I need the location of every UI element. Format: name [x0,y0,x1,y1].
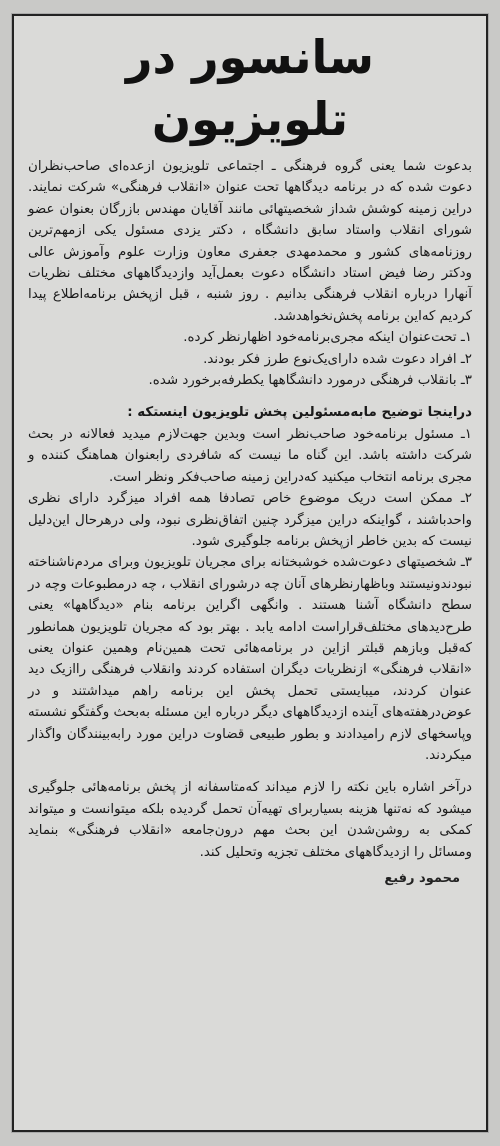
intro-paragraph: بدعوت شما یعنی گروه فرهنگی ـ اجتماعی تلویزیون ازعده‌ای صاحب‌نظران دعوت شده که در برنامه دیدگاهها تحت عنوان «انقلاب فرهنگی» شرکت نمایند. دراین زمینه کوشش شداز شخصیتهائی مانند آقایان مهندس بازرگان بعنوان عضو شورای انقلاب واستاد سابق دانشگاه ، دکتر یزدی مسئول یکی ازمهم‌ترین روزنامه‌های کشور و محمدمهدی جعفری معاون وزارت علوم وآموزش عالی ودکتر رضا فیض استاد دانشگاه دعوت بعمل‌آید وازدیدگاههای مختلف نظریات آنهارا درباره انقلاب فرهنگی بدانیم . روز شنبه ، قبل ازپخش برنامه‌اطلاع پیدا کردیم که‌این برنامه پخش‌نخواهدشد. [28,159,472,324]
article-headline: سانسور در تلویزیون [125,30,374,146]
paragraph-gap [28,391,472,402]
response-item-1: ۱ـ مسئول برنامه‌خود صاحب‌نظر است وبدین جهت‌لازم میدید فعالانه در بحث شرکت داشته باشد. این گناه ما نیست که شافردی رابعنوان هماهنگ کننده و مجری برنامه انتخاب میکنید که‌دراین زمینه صاحب‌فکر ونظر است. [28,426,472,485]
author-byline: محمود رفیع [384,871,460,886]
reason-item-1: ۱ـ تحت‌عنوان اینکه مجری‌برنامه‌خود اظهارنظر کرده. [183,330,472,346]
reason-item-3: ۳ـ بانقلاب فرهنگی درمورد دانشگاهها یکطرفه‌برخورد شده. [148,373,472,389]
reason-item-2: ۲ـ افراد دعوت شده دارای‌یک‌نوع طرز فکر بودند. [203,351,472,367]
closing-paragraph: درآخر اشاره باین نکته را لازم میداند که‌متاسفانه از پخش برنامه‌هائی جلوگیری میشود که نه‌تنها هزینه بسیاربرای تهیه‌آن تحمل گردیده بلکه میتوانست و میتواند کمکی به روشن‌شدن این بحث مهم درون‌جامعه «انقلاب فرهنگی» بنماید ومسائل را ازدیدگاههای مختلف تجزیه وتحلیل کند. [28,780,472,860]
response-item-2: ۲ـ ممکن است دریک موضوع خاص تصادفا همه افراد میزگرد دارای نظری واحدباشند ، گواینکه دراین میزگرد چنین اتفاق‌نظری نبود، ولی درهرحال این‌دلیل نیست که بدین خاطر ازپخش برنامه جلوگیری شود. [28,491,472,549]
paragraph-gap [28,766,472,777]
response-item-3: ۳ـ شخصیتهای دعوت‌شده خوشبختانه برای مجریان تلویزیون وبرای مردم‌ناشناخته نبودندونیستند وباظهارنظرهای آنان چه درشورای انقلاب ، چه درمطبوعات وچه در سطح دانشگاه آشنا هستند . وانگهی اگراین برنامه بنام «دیدگاهها» یعنی طرح‌دیدهای مختلف‌قراراست ادامه یابد . بهتر بود که مجریان تلویزیون همانطور که‌قبل وبازهم قبلتر ازاین در برنامه‌هائی تحت همین‌نام وهمین عنوان یعنی «انقلاب فرهنگی» ازنظریات دیگران استفاده کردند وانقلاب فرهنگی رااز‌یک دید عنوان کردند، میبایستی تحمل پخش این برنامه راهم میداشتند و در عوض‌درهفته‌های آینده ازدیدگاههای دیگر درباره این مسئله به‌بحث وگفتگو نشسته وپاسخهای لازم رامیدادند و بطور طبیعی قضاوت دراین مورد رابه‌بینندگان واگذار میکردند. [28,555,472,763]
newspaper-clipping [12,14,488,1132]
explanation-heading: دراینجا توضیح مابه‌مسئولین پخش تلویزیون اینستکه : [127,405,472,421]
article-body [14,156,486,863]
